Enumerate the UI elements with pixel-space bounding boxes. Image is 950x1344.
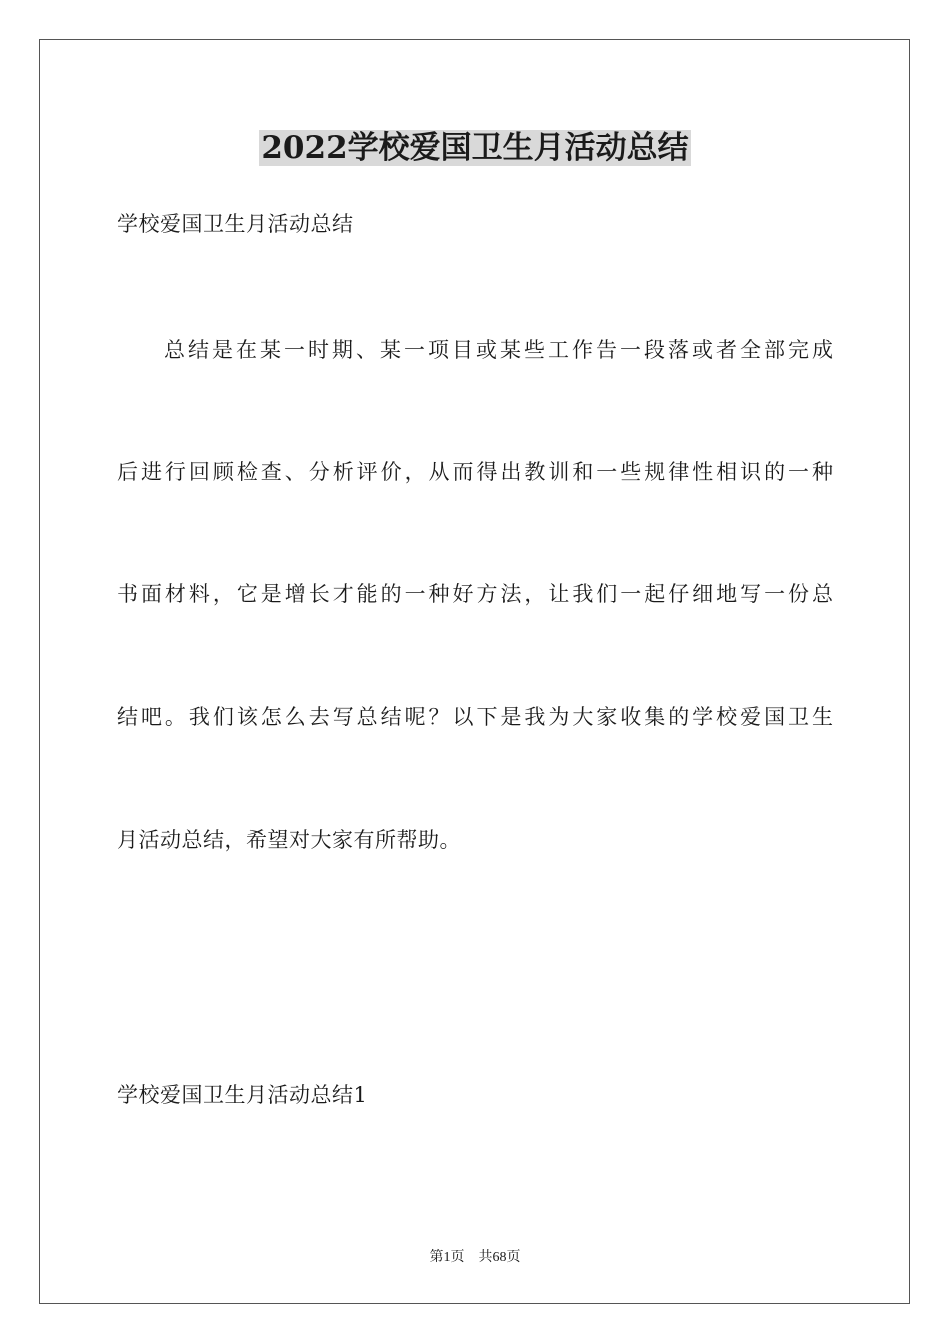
paragraph-line-2: 后进行回顾检查、分析评价，从而得出教训和一些规律性相识的一种	[117, 460, 833, 484]
document-title-text: 2022学校爱国卫生月活动总结	[261, 130, 689, 166]
paragraph-line-4: 结吧。我们该怎么去写总结呢？以下是我为大家收集的学校爱国卫生	[117, 705, 833, 729]
page-total: 共68页	[478, 1250, 521, 1265]
page-number: 第1页	[429, 1250, 465, 1265]
page-footer	[0, 1249, 950, 1267]
document-subtitle: 学校爱国卫生月活动总结	[117, 212, 354, 236]
section-heading: 学校爱国卫生月活动总结1	[117, 1083, 368, 1107]
document-title	[0, 126, 950, 170]
paragraph-line-3: 书面材料，它是增长才能的一种好方法，让我们一起仔细地写一份总	[117, 582, 833, 606]
paragraph-line-1: 总结是在某一时期、某一项目或某些工作告一段落或者全部完成	[164, 338, 833, 362]
paragraph-line-5: 月活动总结，希望对大家有所帮助。	[117, 828, 461, 852]
